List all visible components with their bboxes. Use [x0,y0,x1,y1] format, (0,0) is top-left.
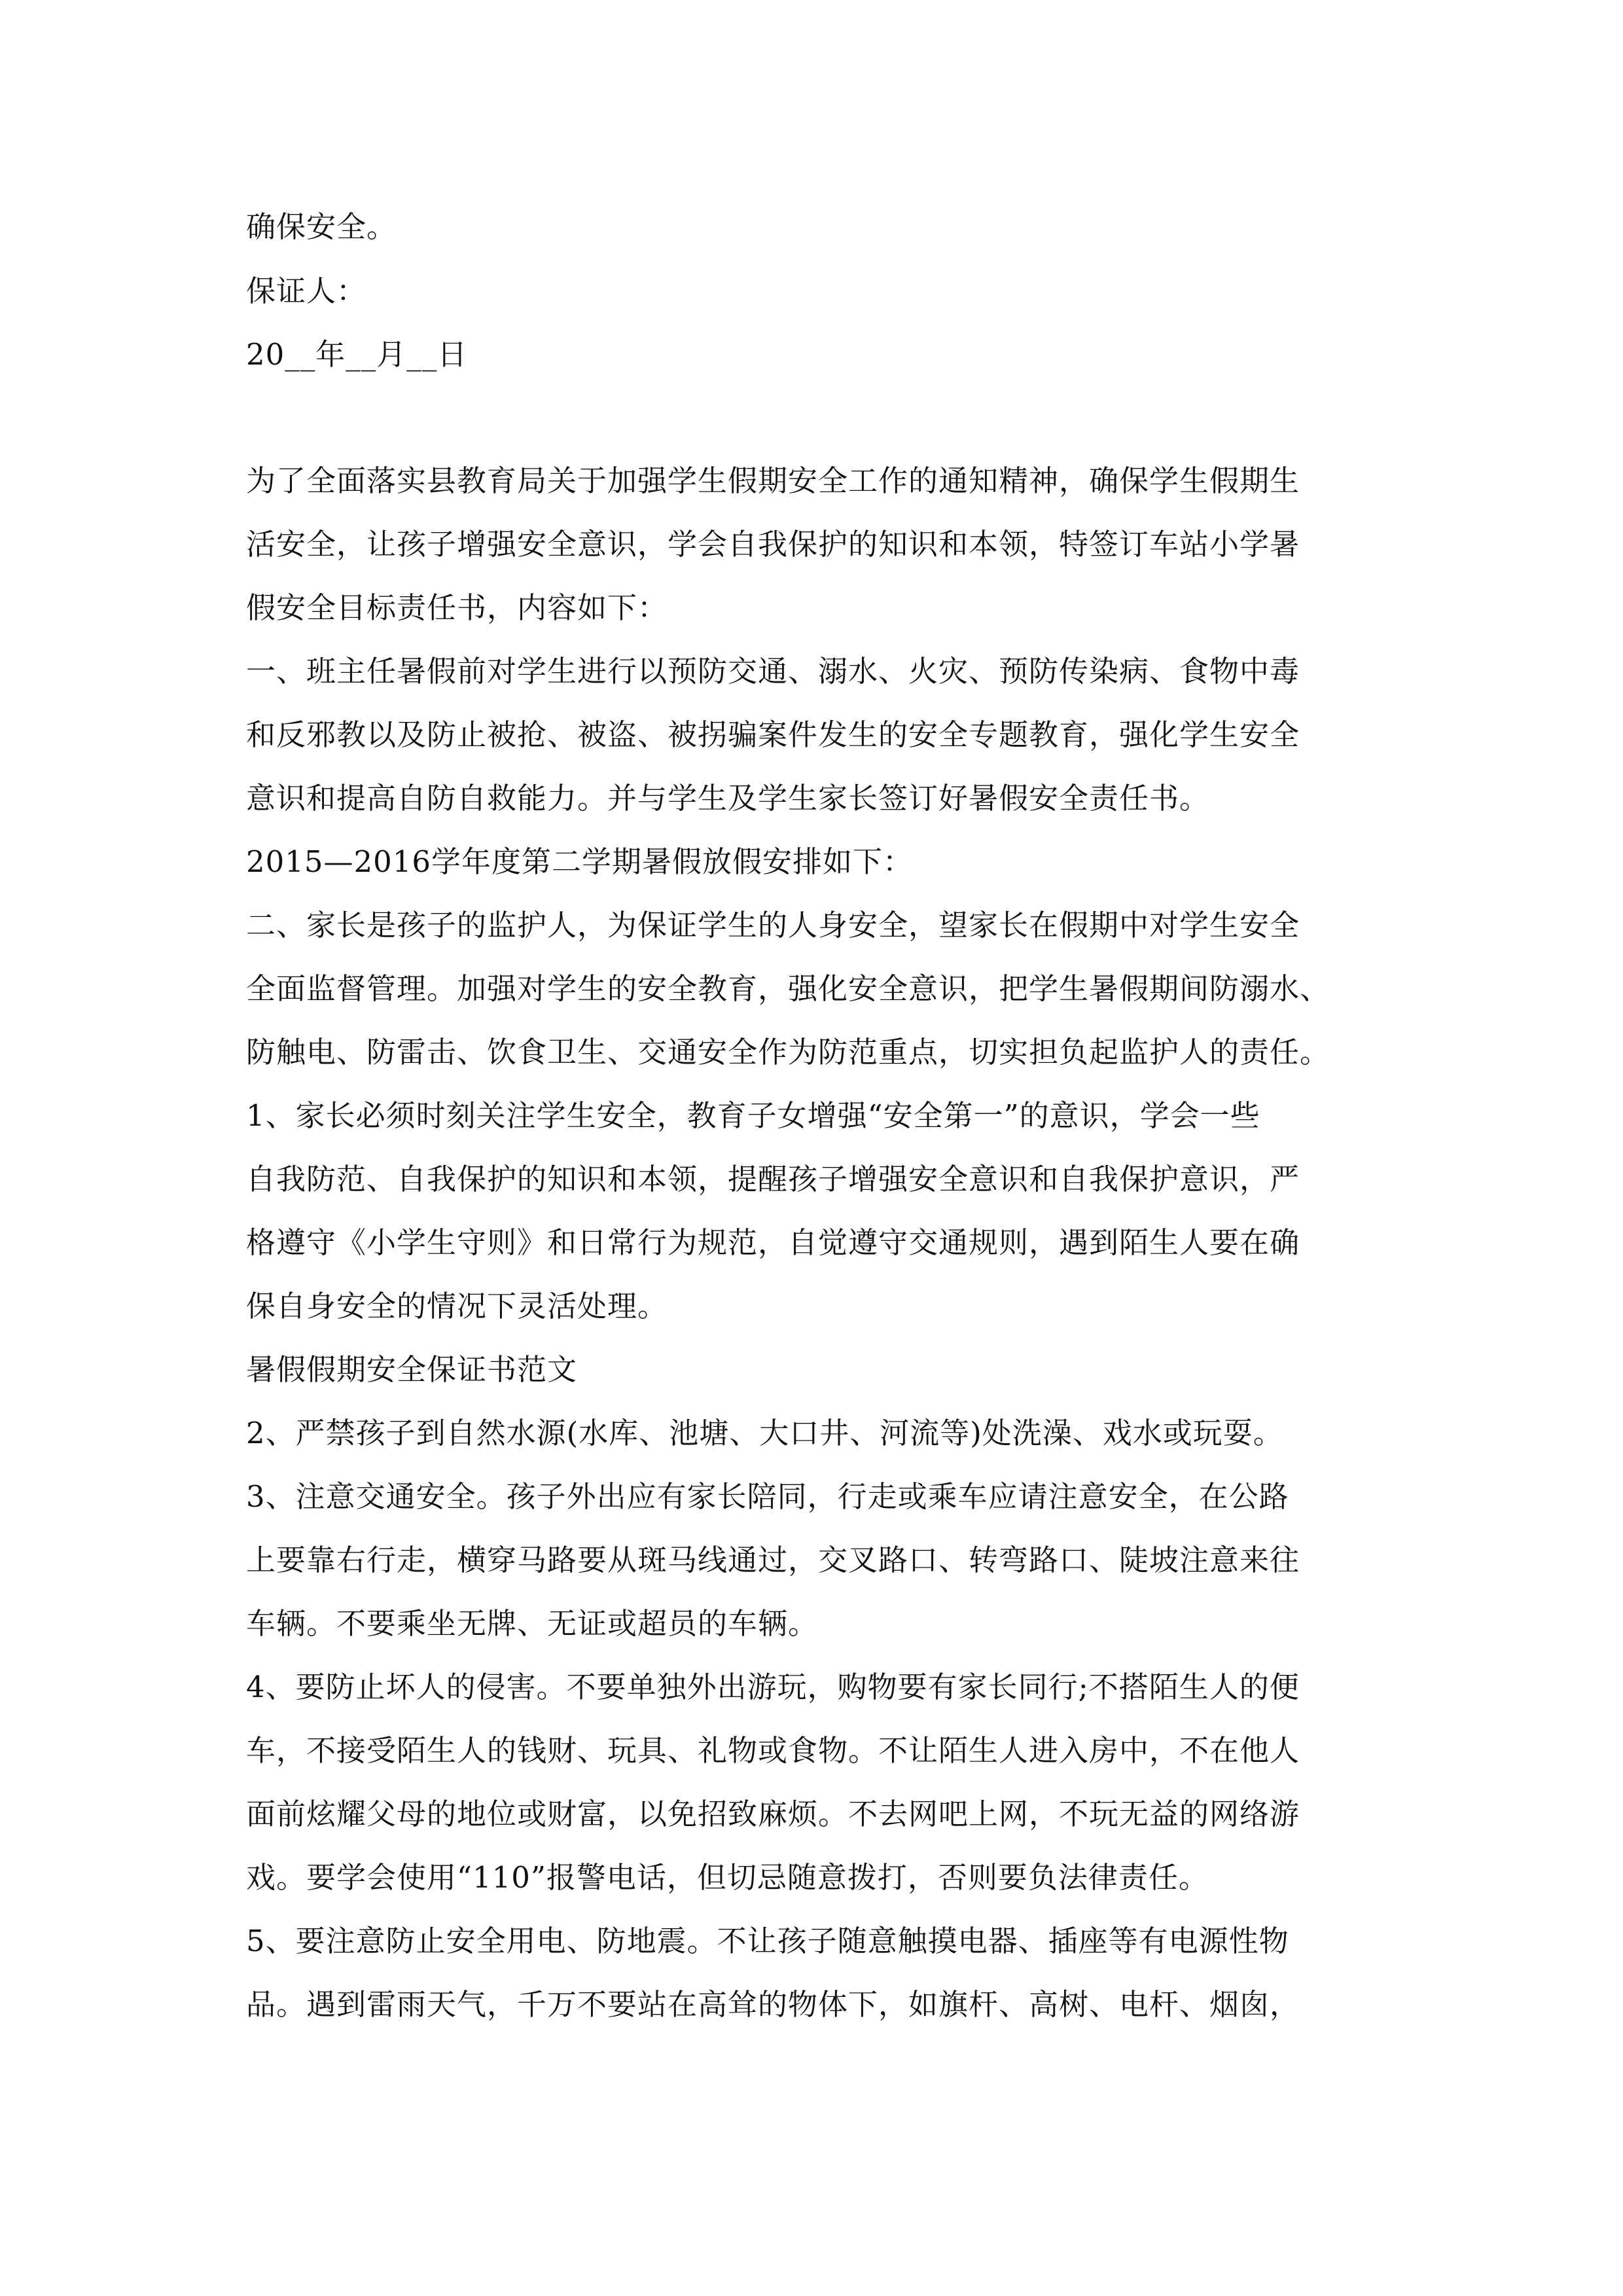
text-line: 4、要防止坏人的侵害。不要单独外出游玩，购物要有家长同行;不搭陌生人的便 [246,1670,1300,1704]
text-line: 车，不接受陌生人的钱财、玩具、礼物或食物。不让陌生人进入房中，不在他人 [246,1733,1300,1768]
text-line: 全面监督管理。加强对学生的安全教育，强化安全意识，把学生暑假期间防溺水、 [246,971,1330,1006]
section-title: 暑假假期安全保证书范文 [246,1352,578,1387]
text-line: 自我防范、自我保护的知识和本领，提醒孩子增强安全意识和自我保护意识，严 [246,1162,1300,1196]
text-line: 和反邪教以及防止被抢、被盗、被拐骗案件发生的安全专题教育，强化学生安全 [246,717,1300,752]
text-line: 5、要注意防止安全用电、防地震。不让孩子随意触摸电器、插座等有电源性物 [246,1924,1289,1958]
text-line: 品。遇到雷雨天气，千万不要站在高耸的物体下，如旗杆、高树、电杆、烟囱， [246,1987,1300,2022]
text-line: 二、家长是孩子的监护人，为保证学生的人身安全，望家长在假期中对学生安全 [246,908,1300,942]
text-line: 保证人： [246,274,367,308]
text-line: 1、家长必须时刻关注学生安全，教育子女增强“安全第一”的意识，学会一些 [246,1098,1260,1133]
text-line: 面前炫耀父母的地位或财富，以免招致麻烦。不去网吧上网，不玩无益的网络游 [246,1797,1300,1831]
text-line: 活安全，让孩子增强安全意识，学会自我保护的知识和本领，特签订车站小学暑 [246,527,1300,562]
text-line: 防触电、防雷击、饮食卫生、交通安全作为防范重点，切实担负起监护人的责任。 [246,1035,1330,1069]
text-line: 上要靠右行走，横穿马路要从斑马线通过，交叉路口、转弯路口、陡坡注意来往 [246,1543,1300,1577]
text-line: 格遵守《小学生守则》和日常行为规范，自觉遵守交通规则，遇到陌生人要在确 [246,1225,1300,1260]
text-line: 20__年__月__日 [246,337,468,372]
text-line: 保自身安全的情况下灵活处理。 [246,1289,668,1323]
text-line: 为了全面落实县教育局关于加强学生假期安全工作的通知精神，确保学生假期生 [246,463,1300,498]
text-line: 确保安全。 [246,209,397,244]
text-line: 戏。要学会使用“110”报警电话，但切忌随意拨打，否则要负法律责任。 [246,1860,1209,1895]
text-line: 意识和提高自防自救能力。并与学生及学生家长签订好暑假安全责任书。 [246,781,1210,816]
text-line: 车辆。不要乘坐无牌、无证或超员的车辆。 [246,1606,819,1641]
text-line: 一、班主任暑假前对学生进行以预防交通、溺水、火灾、预防传染病、食物中毒 [246,654,1300,689]
text-line: 假安全目标责任书，内容如下： [246,590,668,625]
text-line: 2015—2016学年度第二学期暑假放假安排如下： [246,844,914,879]
text-line: 2、严禁孩子到自然水源(水库、池塘、大口井、河流等)处洗澡、戏水或玩耍。 [246,1416,1283,1450]
text-line: 3、注意交通安全。孩子外出应有家长陪同，行走或乘车应请注意安全，在公路 [246,1479,1289,1514]
